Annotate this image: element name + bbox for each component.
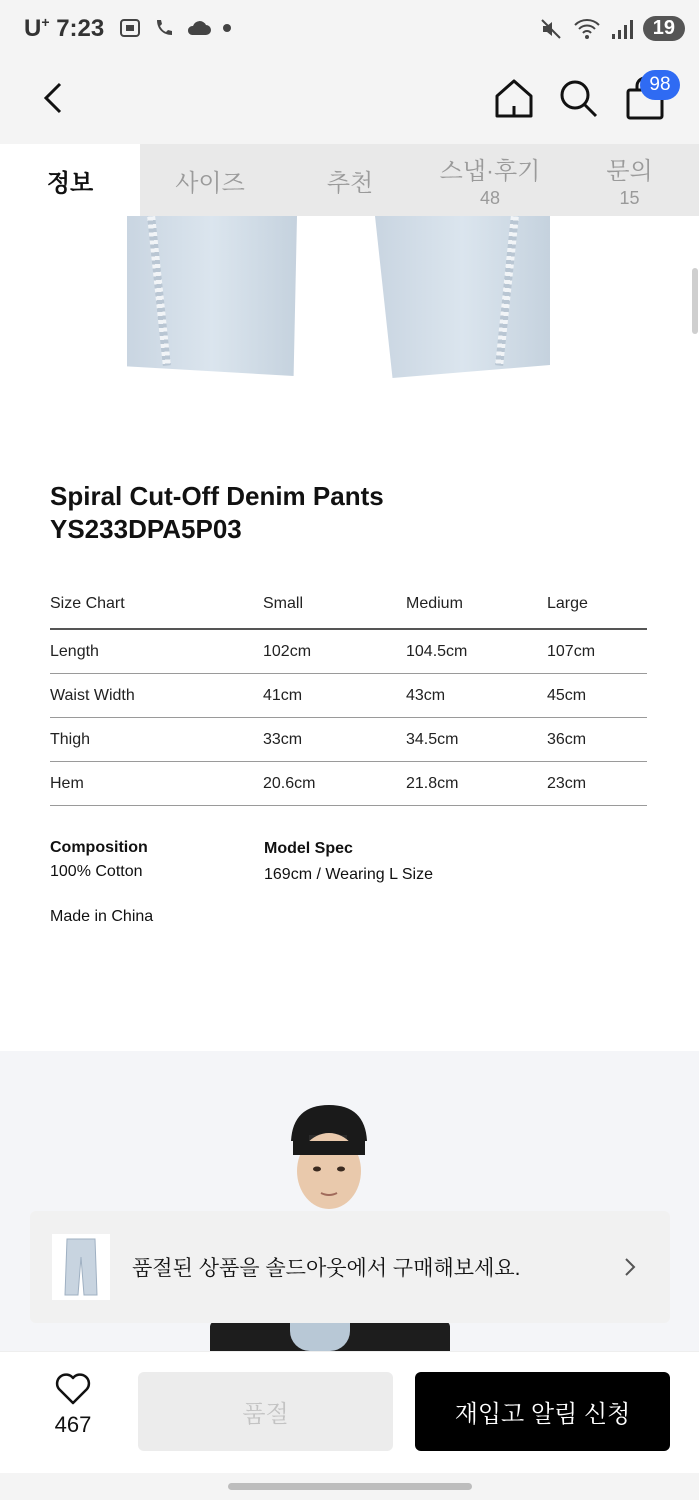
frayed-seam xyxy=(147,216,171,366)
clock: 7:23 xyxy=(56,15,105,42)
tab-inquiry[interactable] xyxy=(560,144,699,216)
table-cell: Length xyxy=(50,642,99,660)
heart-icon xyxy=(54,1372,92,1406)
status-bar xyxy=(0,0,699,58)
model-spec-value: 169cm / Wearing L Size xyxy=(264,866,433,883)
carrier-time xyxy=(24,14,104,43)
table-row xyxy=(50,762,647,806)
table-cell: 23cm xyxy=(547,774,587,792)
banner-text: 품절된 상품을 솔드아웃에서 구매해보세요. xyxy=(132,1257,521,1280)
table-cell: Hem xyxy=(50,774,84,792)
table-cell: 20.6cm xyxy=(263,774,316,792)
table-cell: 34.5cm xyxy=(406,730,459,748)
product-title xyxy=(50,480,384,546)
scroll-indicator[interactable] xyxy=(692,268,698,334)
home-gesture-handle[interactable] xyxy=(228,1483,472,1490)
model-head-illustration xyxy=(285,1101,371,1211)
call-icon xyxy=(152,16,176,40)
like-count: 467 xyxy=(54,1412,92,1437)
table-cell: 33cm xyxy=(263,730,303,748)
wifi-icon xyxy=(573,17,601,41)
restock-alert-button[interactable]: 재입고 알림 신청 xyxy=(415,1372,670,1451)
home-icon[interactable] xyxy=(492,76,536,120)
battery-indicator: 19 xyxy=(643,16,685,41)
model-spec-label: Model Spec xyxy=(264,840,353,857)
table-cell: Waist Width xyxy=(50,686,135,704)
tab-snap-review[interactable] xyxy=(420,144,560,216)
table-cell: 43cm xyxy=(406,686,446,704)
column-header: Small xyxy=(263,595,304,612)
jeans-right-leg xyxy=(375,216,550,378)
composition-block xyxy=(50,836,148,884)
carrier-label: U xyxy=(24,15,42,42)
table-row xyxy=(50,674,647,718)
tab-count: 48 xyxy=(479,188,501,208)
like-button[interactable] xyxy=(40,1372,106,1452)
carrier-plus: + xyxy=(41,14,50,30)
table-cell: 102cm xyxy=(263,642,312,660)
tab-label: 정보 xyxy=(46,169,94,197)
jeans-left-leg xyxy=(127,216,297,376)
made-in-label: Made in China xyxy=(50,908,154,925)
table-cell: 107cm xyxy=(547,642,596,660)
model-body-illustration xyxy=(210,1321,450,1351)
tab-recommend[interactable] xyxy=(280,144,420,216)
tab-label: 사이즈 xyxy=(175,169,245,197)
back-icon[interactable] xyxy=(34,78,74,118)
table-cell: Thigh xyxy=(50,730,91,748)
column-header: Medium xyxy=(406,595,463,612)
tab-count: 15 xyxy=(619,188,640,208)
bottom-action-bar xyxy=(0,1351,699,1473)
product-name: Spiral Cut-Off Denim Pants xyxy=(50,481,384,511)
tab-info[interactable] xyxy=(0,144,140,216)
tab-label: 추천 xyxy=(326,169,374,197)
jeans-thumbnail-icon xyxy=(63,1237,99,1297)
soldout-promo-banner[interactable] xyxy=(30,1211,670,1323)
search-icon[interactable] xyxy=(556,76,600,120)
dot-icon xyxy=(222,23,232,33)
tab-size[interactable] xyxy=(140,144,280,216)
composition-value: 100% Cotton xyxy=(50,863,143,880)
product-code: YS233DPA5P03 xyxy=(50,514,242,544)
table-cell: 45cm xyxy=(547,686,587,704)
table-row xyxy=(50,630,647,674)
cloud-icon xyxy=(186,17,212,39)
size-chart-header xyxy=(50,580,647,630)
mute-icon xyxy=(539,17,563,41)
size-chart-table xyxy=(50,580,647,806)
cart-count-badge: 98 xyxy=(640,70,680,100)
composition-label: Composition xyxy=(50,839,148,856)
product-image xyxy=(0,216,699,406)
screen-capture-icon xyxy=(118,16,142,40)
table-cell: 104.5cm xyxy=(406,642,468,660)
product-tabs xyxy=(0,144,699,216)
banner-product-thumbnail xyxy=(52,1234,110,1300)
table-cell: 21.8cm xyxy=(406,774,459,792)
chevron-right-icon xyxy=(620,1257,640,1277)
soldout-button: 품절 xyxy=(138,1372,393,1451)
system-nav-area xyxy=(0,1473,699,1500)
status-icons-right xyxy=(539,16,685,41)
tab-label: 스냅·후기 xyxy=(439,158,541,185)
table-row xyxy=(50,718,647,762)
signal-icon xyxy=(611,18,633,40)
table-cell: 36cm xyxy=(547,730,587,748)
frayed-seam xyxy=(495,216,519,366)
table-cell: 41cm xyxy=(263,686,303,704)
column-header: Size Chart xyxy=(50,595,125,612)
status-icons-left xyxy=(118,16,232,40)
tab-label: 문의 xyxy=(606,158,653,185)
model-spec-block xyxy=(264,836,433,888)
column-header: Large xyxy=(547,595,588,612)
app-header xyxy=(0,58,699,144)
